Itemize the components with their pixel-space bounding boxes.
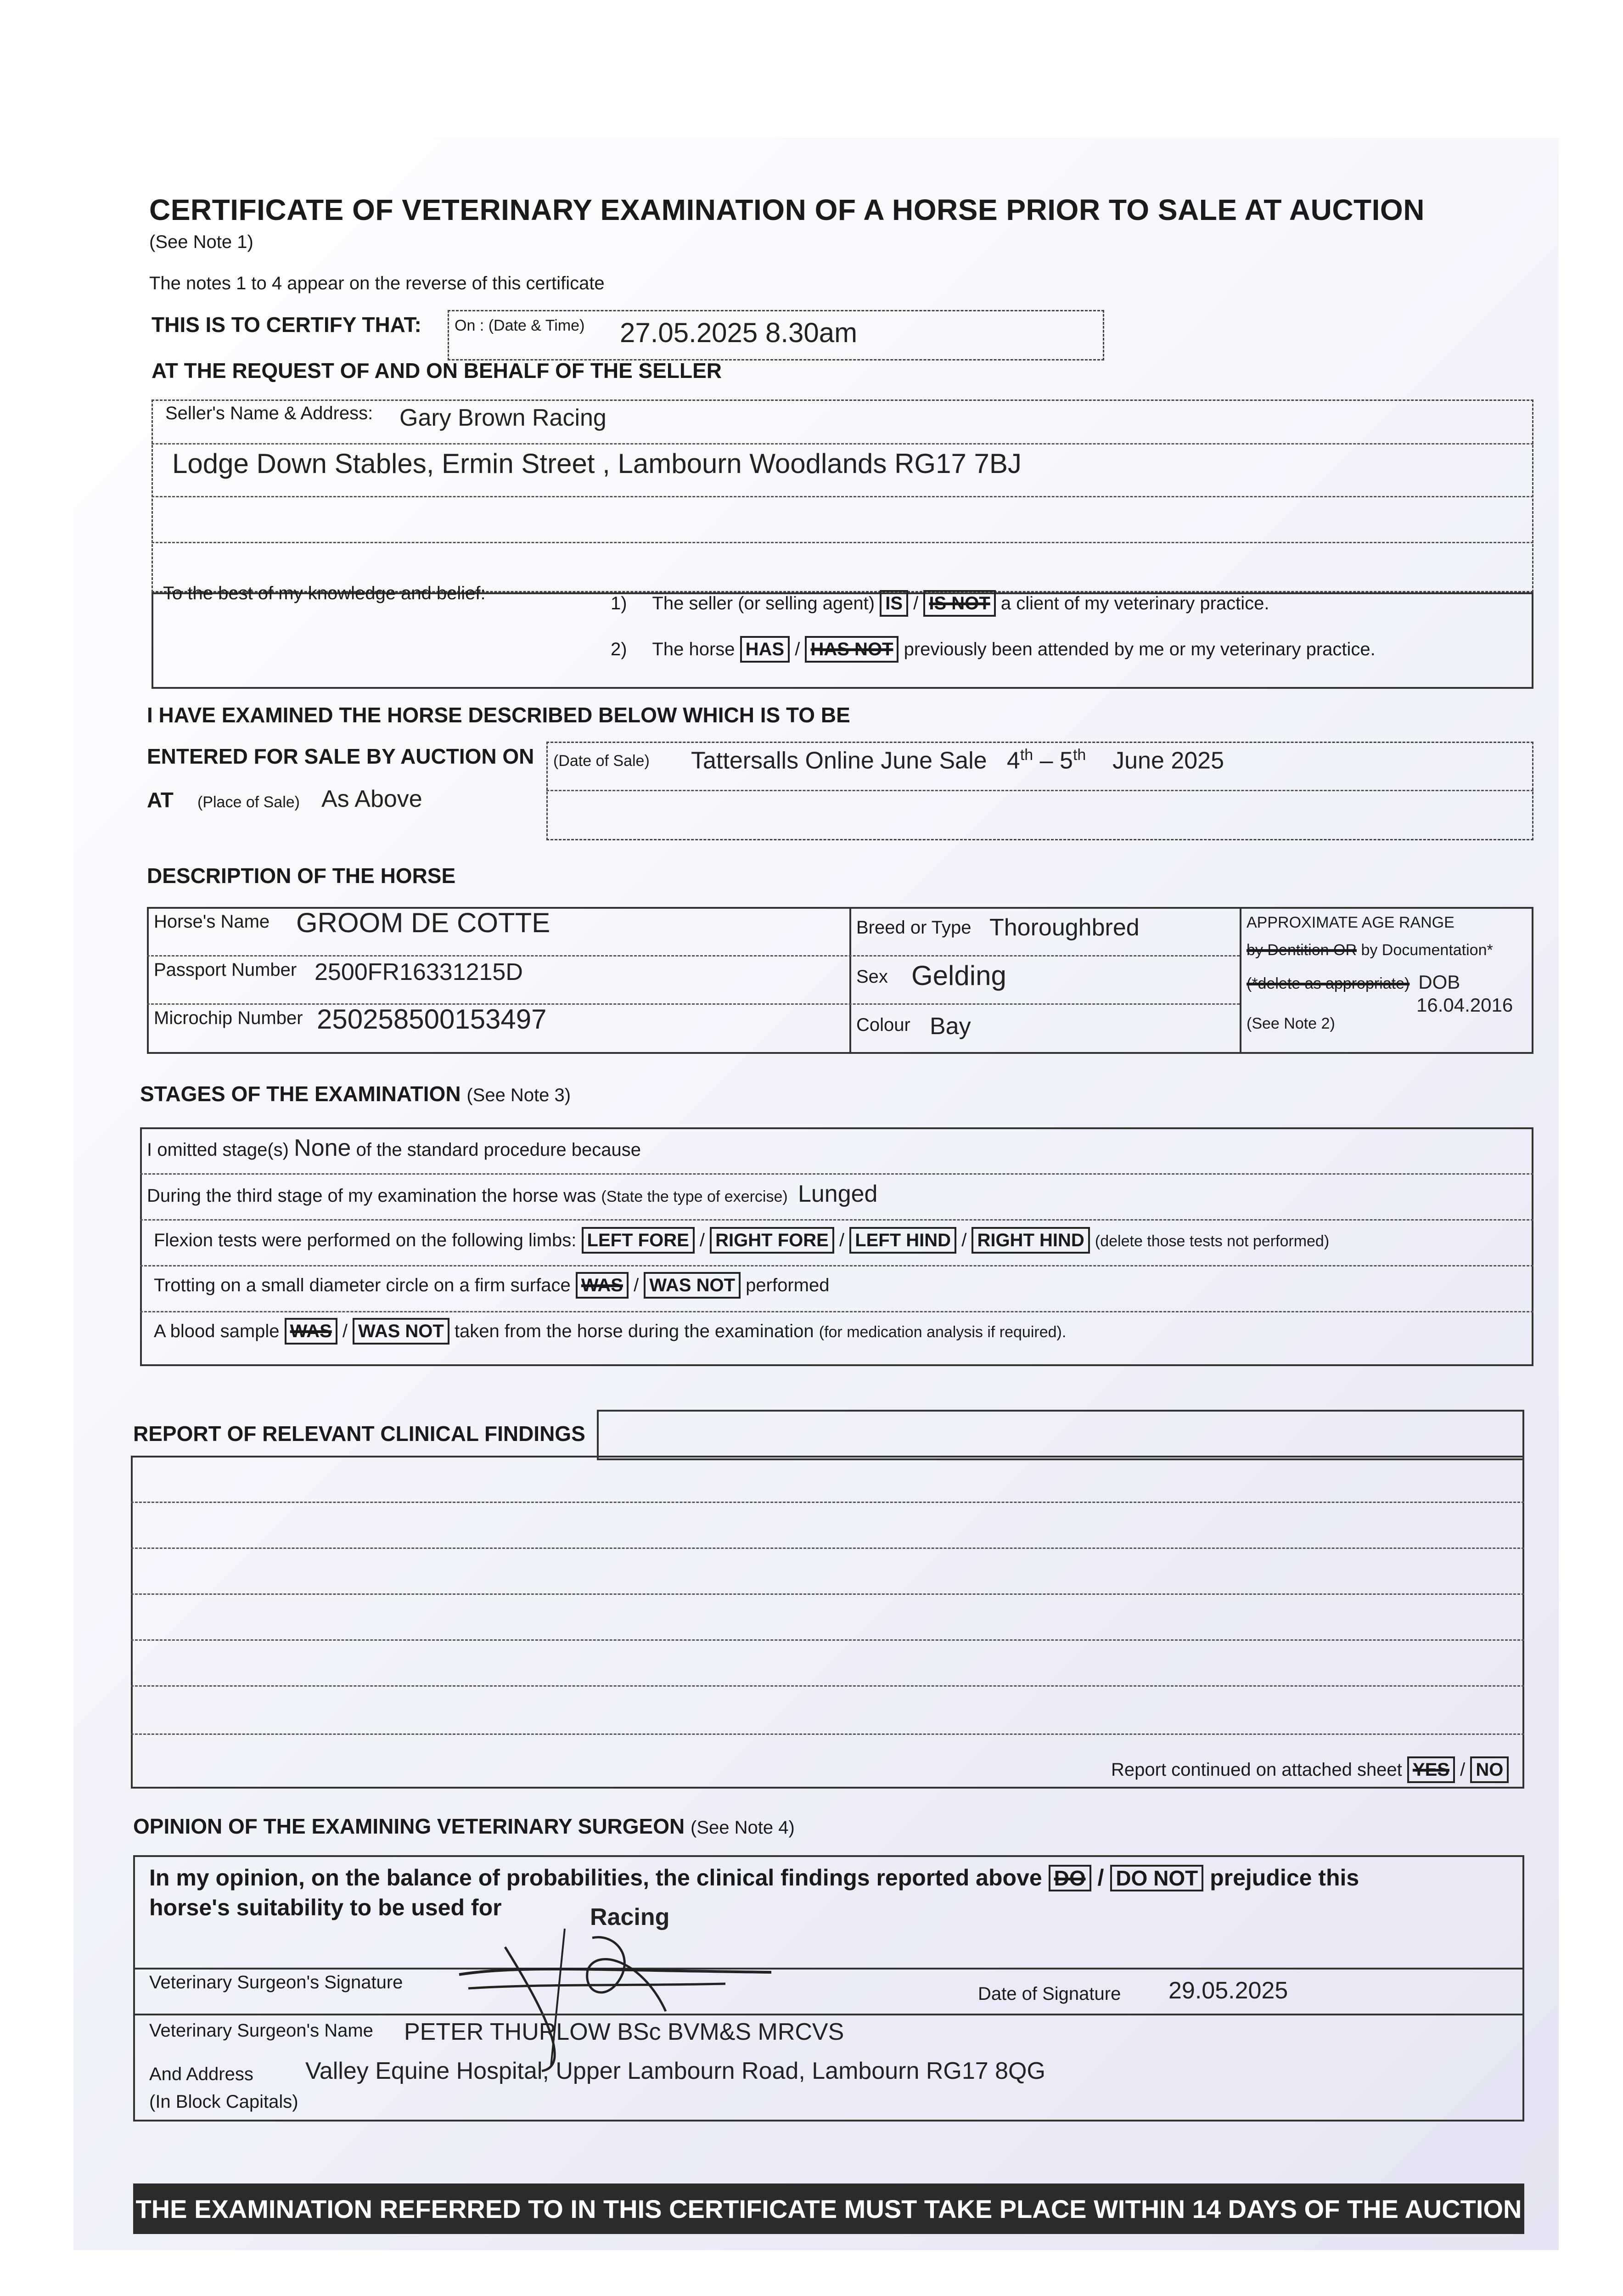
q2-option-has[interactable]: HAS — [740, 636, 790, 663]
third-value: Lunged — [797, 1181, 878, 1207]
blood-pre: A blood sample — [154, 1321, 280, 1341]
passport-label: Passport Number — [154, 960, 297, 980]
q2-text: The horse — [652, 639, 735, 659]
sale-date-label: (Date of Sale) — [553, 752, 650, 770]
blood-post: taken from the horse during the examination — [454, 1321, 814, 1341]
seller-address: Lodge Down Stables, Ermin Street , Lambourn Woodlands RG17 7BJ — [172, 448, 1022, 479]
opinion-use-value: Racing — [590, 1904, 670, 1930]
opinion-divider-1 — [133, 1968, 1524, 1970]
sex-value: Gelding — [911, 960, 1006, 991]
sale-divider — [546, 790, 1533, 791]
address-label: And Address — [149, 2064, 253, 2084]
age-dob-value: 16.04.2016 — [1416, 994, 1513, 1016]
sex-label: Sex — [856, 967, 888, 987]
place-label: (Place of Sale) — [197, 793, 300, 811]
breed-label: Breed or Type — [856, 917, 972, 938]
description-col-divider-2 — [1240, 907, 1241, 1054]
omitted-post: of the standard procedure because — [356, 1140, 641, 1160]
omitted-row — [147, 1134, 641, 1162]
flexion-row — [154, 1227, 1329, 1254]
q1-sep: / — [913, 593, 919, 613]
age-see-note: (See Note 2) — [1247, 1015, 1335, 1032]
signature-label: Veterinary Surgeon's Signature — [149, 1972, 403, 1992]
opinion-heading — [133, 1814, 795, 1839]
belief-label: To the best of my knowledge and belief: — [163, 583, 486, 603]
opinion-sep: / — [1097, 1865, 1104, 1891]
report-sep: / — [1460, 1760, 1466, 1780]
stages-divider-1 — [140, 1173, 1533, 1175]
stages-divider-3 — [140, 1265, 1533, 1266]
exam-datetime-label: On : (Date & Time) — [455, 317, 585, 334]
age-documentation: by Documentation* — [1361, 941, 1493, 959]
vet-name-value: PETER THURLOW BSc BVM&S MRCVS — [404, 2019, 844, 2045]
limb-left-fore[interactable]: LEFT FORE — [582, 1227, 695, 1254]
date-of-signature-value: 29.05.2025 — [1168, 1977, 1288, 2004]
opinion-heading-text: OPINION OF THE EXAMINING VETERINARY SURGEON — [133, 1814, 685, 1838]
opinion-heading-note: (See Note 4) — [691, 1818, 795, 1838]
colour-label: Colour — [856, 1015, 910, 1035]
age-range-label: APPROXIMATE AGE RANGE — [1247, 914, 1455, 931]
vet-name-label: Veterinary Surgeon's Name — [149, 2020, 373, 2041]
microchip-label: Microchip Number — [154, 1008, 303, 1028]
blood-note: (for medication analysis if required). — [819, 1323, 1067, 1341]
omitted-value: None — [294, 1135, 351, 1161]
report-line-3 — [131, 1593, 1524, 1595]
belief-q1 — [611, 590, 1269, 617]
q1-option-is-not[interactable]: IS NOT — [923, 590, 995, 617]
stages-divider-4 — [140, 1311, 1533, 1312]
report-option-no[interactable]: NO — [1470, 1756, 1509, 1783]
seller-label: Seller's Name & Address: — [165, 403, 373, 423]
seller-name: Gary Brown Racing — [399, 405, 607, 431]
trot-post: performed — [746, 1275, 830, 1295]
report-line-2 — [131, 1548, 1524, 1549]
q2-num: 2) — [611, 639, 627, 659]
sig-stroke-2 — [468, 1984, 725, 1988]
sig-stroke-4 — [587, 1937, 666, 2011]
report-line-6 — [131, 1733, 1524, 1735]
q2-post: previously been attended by me or my veterinary practice. — [904, 639, 1376, 659]
sig-stroke-5 — [551, 1929, 565, 2066]
stages-heading — [140, 1081, 571, 1106]
report-line-1 — [131, 1502, 1524, 1503]
vet-signature — [450, 1919, 781, 2076]
examined-line: I HAVE EXAMINED THE HORSE DESCRIBED BELOW WHICH IS TO BE — [147, 703, 850, 727]
omitted-pre: I omitted stage(s) — [147, 1140, 289, 1160]
sale-sup2: th — [1073, 746, 1086, 764]
q1-text: The seller (or selling agent) — [652, 593, 875, 613]
blood-option-was[interactable]: WAS — [285, 1318, 337, 1345]
sale-name: Tattersalls Online June Sale — [691, 747, 987, 774]
report-line-4 — [131, 1639, 1524, 1641]
sig-stroke-3 — [505, 1947, 555, 2071]
opinion-text-pre: In my opinion, on the balance of probabilities, the clinical findings reported above — [149, 1865, 1042, 1891]
limb-right-hind[interactable]: RIGHT HIND — [972, 1227, 1089, 1254]
age-dob-label: DOB — [1418, 971, 1460, 993]
report-continued-text: Report continued on attached sheet — [1111, 1760, 1402, 1780]
q1-post: a client of my veterinary practice. — [1000, 593, 1269, 613]
blood-sep: / — [342, 1321, 348, 1341]
age-delete-note-struck: (*delete as appropriate) — [1247, 975, 1410, 992]
limb-sep-2: / — [839, 1230, 845, 1250]
stages-heading-text: STAGES OF THE EXAMINATION — [140, 1082, 461, 1106]
trot-option-was-not[interactable]: WAS NOT — [644, 1272, 741, 1299]
opinion-option-do-not[interactable]: DO NOT — [1110, 1865, 1203, 1891]
notes-line: The notes 1 to 4 appear on the reverse of this certificate — [149, 273, 605, 293]
seller-divider-2 — [152, 496, 1533, 497]
certify-label: THIS IS TO CERTIFY THAT: — [152, 313, 421, 337]
third-note: (State the type of exercise) — [601, 1188, 788, 1205]
sale-dash: – 5 — [1039, 747, 1073, 774]
opinion-divider-2 — [133, 2014, 1524, 2015]
limb-left-hind[interactable]: LEFT HIND — [849, 1227, 956, 1254]
passport-value: 2500FR16331215D — [314, 959, 523, 985]
request-line: AT THE REQUEST OF AND ON BEHALF OF THE SELLER — [152, 359, 722, 383]
limb-sep-3: / — [961, 1230, 967, 1250]
flexion-pre: Flexion tests were performed on the following limbs: — [154, 1230, 577, 1250]
opinion-text-post: prejudice this — [1210, 1865, 1359, 1891]
trot-row — [154, 1272, 829, 1299]
exam-datetime-value: 27.05.2025 8.30am — [620, 317, 858, 348]
horse-name-value: GROOM DE COTTE — [296, 907, 550, 938]
flexion-post: (delete those tests not performed) — [1095, 1232, 1330, 1250]
date-of-signature-label: Date of Signature — [978, 1984, 1121, 2004]
third-stage-row — [147, 1180, 877, 1208]
sale-day1: 4 — [1006, 747, 1020, 774]
age-line-2 — [1247, 971, 1460, 993]
stages-divider-2 — [140, 1219, 1533, 1221]
third-pre: During the third stage of my examination the horse was — [147, 1186, 596, 1206]
entered-line: ENTERED FOR SALE BY AUCTION ON — [147, 744, 534, 768]
sale-value — [691, 746, 1224, 774]
report-continued-row — [1111, 1756, 1509, 1783]
at-label: AT — [147, 788, 174, 812]
report-box[interactable] — [131, 1456, 1524, 1789]
see-note-1: (See Note 1) — [149, 232, 253, 252]
report-heading-box — [597, 1410, 1524, 1460]
address-value: Valley Equine Hospital, Upper Lambourn Road, Lambourn RG17 8QG — [305, 2058, 1045, 2084]
report-heading: REPORT OF RELEVANT CLINICAL FINDINGS — [133, 1422, 585, 1446]
description-heading: DESCRIPTION OF THE HORSE — [147, 864, 456, 888]
place-value: As Above — [321, 786, 422, 812]
trot-sep: / — [634, 1275, 639, 1295]
q2-sep: / — [795, 639, 800, 659]
horse-name-label: Horse's Name — [154, 912, 270, 932]
sale-sup1: th — [1020, 746, 1033, 764]
microchip-value: 250258500153497 — [317, 1004, 547, 1035]
opinion-text-line2: horse's suitability to be used for — [149, 1895, 502, 1920]
limb-right-fore[interactable]: RIGHT FORE — [710, 1227, 834, 1254]
certificate-title: CERTIFICATE OF VETERINARY EXAMINATION OF A HORSE PRIOR TO SALE AT AUCTION — [149, 193, 1425, 226]
description-col-divider-1 — [849, 907, 851, 1054]
q2-option-has-not[interactable]: HAS NOT — [805, 636, 899, 663]
report-line-5 — [131, 1685, 1524, 1687]
opinion-text-line1 — [149, 1864, 1359, 1891]
opinion-option-do[interactable]: DO — [1049, 1865, 1091, 1891]
limb-sep-1: / — [699, 1230, 705, 1250]
breed-value: Thoroughbred — [989, 914, 1140, 941]
report-option-yes[interactable]: YES — [1407, 1756, 1455, 1783]
q1-num: 1) — [611, 593, 627, 613]
description-row-divider-1 — [147, 955, 1240, 957]
description-row-divider-2 — [147, 1003, 1240, 1005]
belief-q2 — [611, 636, 1376, 663]
blood-option-was-not[interactable]: WAS NOT — [353, 1318, 449, 1345]
footer-banner: THE EXAMINATION REFERRED TO IN THIS CERTIFICATE MUST TAKE PLACE WITHIN 14 DAYS OF THE AUCTION — [133, 2183, 1524, 2234]
stages-heading-note: (See Note 3) — [466, 1085, 571, 1105]
q1-option-is[interactable]: IS — [880, 590, 908, 617]
seller-divider-1 — [152, 443, 1533, 445]
seller-divider-3 — [152, 542, 1533, 543]
trot-pre: Trotting on a small diameter circle on a firm surface — [154, 1275, 571, 1295]
sig-stroke-1 — [459, 1969, 771, 1975]
age-dentition-struck: by Dentition OR — [1247, 941, 1357, 959]
colour-value: Bay — [930, 1013, 971, 1040]
trot-option-was[interactable]: WAS — [576, 1272, 629, 1299]
address-label-2: (In Block Capitals) — [149, 2092, 298, 2112]
age-line-1 — [1247, 941, 1493, 959]
blood-row — [154, 1318, 1066, 1345]
sale-month: June 2025 — [1112, 747, 1224, 774]
